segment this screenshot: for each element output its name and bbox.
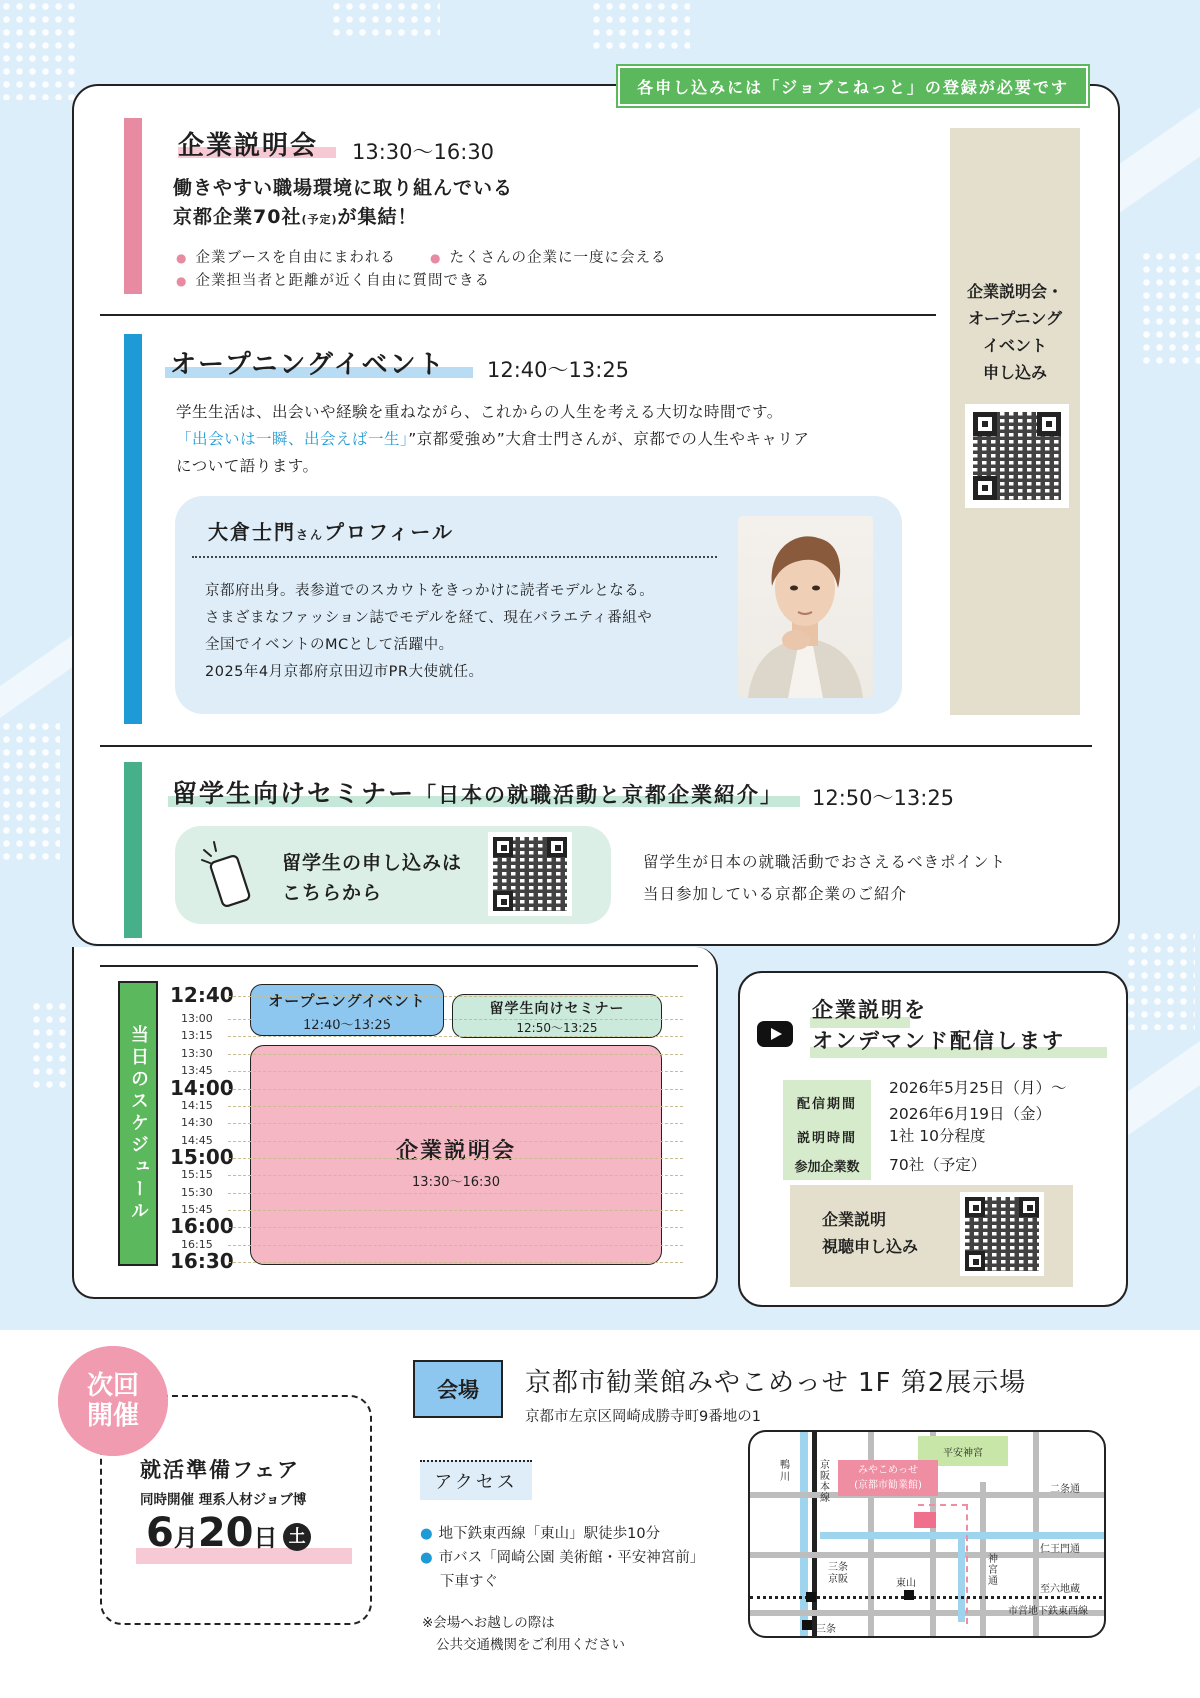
schedule-block-opening: オープニングイベント 12:40〜13:25 — [250, 984, 444, 1036]
bg-dots — [330, 0, 440, 40]
map-station — [806, 1592, 816, 1602]
divider — [100, 965, 698, 967]
map-walk-route — [918, 1504, 968, 1624]
venue-name: 京都市勧業館みやこめっせ 1F 第2展示場 — [525, 1368, 1027, 1398]
timeline-main-label: 15:00 — [170, 1144, 234, 1169]
map-higashiyama: 東山 — [896, 1578, 916, 1589]
bg-dots — [1140, 250, 1200, 370]
schedule-block-seminar: 留学生向けセミナー 12:50〜13:25 — [452, 994, 662, 1038]
map-keihan: 京阪本線 — [820, 1460, 830, 1504]
timeline-gridline — [228, 1227, 683, 1228]
phone-icon — [196, 838, 256, 912]
map-nijo: 二条通 — [1050, 1484, 1080, 1495]
venue-address: 京都市左京区岡崎成勝寺町9番地の1 — [525, 1409, 761, 1425]
video-play-icon — [757, 1021, 793, 1051]
map-jingu: 神宮通 — [988, 1554, 998, 1587]
timeline-gridline — [228, 1262, 683, 1263]
timeline-main-label: 16:30 — [170, 1249, 234, 1273]
timeline-gridline — [228, 1054, 683, 1055]
map-station — [802, 1620, 812, 1630]
company-session-title: 企業説明会 — [178, 131, 319, 161]
timeline-sub-label: 16:15 — [181, 1237, 213, 1251]
timeline-gridline — [228, 1158, 683, 1159]
timeline-sub-label: 15:30 — [181, 1185, 213, 1199]
opening-desc-3: について語ります。 — [176, 457, 319, 475]
venue-label: 会場 — [413, 1360, 503, 1418]
apply-side-label: 企業説明会・ オープニング イベント 申し込み — [966, 282, 1063, 382]
map-niomon: 仁王門通 — [1040, 1544, 1080, 1555]
on-demand-qr-code[interactable] — [960, 1192, 1044, 1276]
next-event-date: 6月20日 土 — [146, 1510, 311, 1556]
bg-dots — [1125, 930, 1195, 1030]
bg-dots — [590, 0, 690, 50]
seminar-apply-text: 留学生の申し込みは こちらから — [282, 852, 463, 904]
timeline-gridline — [228, 1036, 683, 1037]
timeline-main-label: 12:40 — [170, 983, 234, 1007]
company-bullet-2: ● たくさんの企業に一度に会える — [430, 246, 666, 267]
map-miyakomesse: みやこめっせ (京都市勧業館) — [838, 1460, 938, 1496]
next-event-name: 就活準備フェア — [140, 1458, 300, 1482]
timeline-sub-label: 13:30 — [181, 1046, 213, 1060]
map-sanjo-keihan: 三条京阪 — [828, 1562, 848, 1585]
opening-event-title: オープニングイベント — [170, 350, 446, 380]
timeline-gridline — [228, 1123, 683, 1124]
on-demand-apply-text: 企業説明 視聴申し込み — [822, 1210, 919, 1256]
schedule-block-company: 企業説明会 13:30〜16:30 — [250, 1045, 662, 1265]
timeline-sub-label: 14:45 — [181, 1133, 213, 1147]
companies-label: 参加企業数 — [783, 1150, 871, 1180]
next-event-co: 同時開催 理系人材ジョブ博 — [140, 1492, 307, 1508]
timeline-sub-label: 13:45 — [181, 1064, 213, 1078]
profile-text: 京都府出身。表参道でのスカウトをきっかけに読者モデルとなる。 さまざまなファッション誌でモデルを経て、現在バラエティ番組や 全国でイベントのMCとして活躍中。 2025年4月京都府京田辺市PR大使就任。 — [205, 583, 655, 680]
company-bullet-3: ● 企業担当者と距離が近く自由に質問できる — [176, 269, 490, 290]
rail-line — [812, 1432, 817, 1638]
timeline-sub-label: 15:15 — [181, 1168, 213, 1182]
map-sanjo: 三条 — [816, 1624, 836, 1635]
period-value: 2026年5月25日（月）〜 2026年6月19日（金） — [889, 1079, 1067, 1123]
duration-label: 説明時間 — [783, 1121, 871, 1151]
river — [800, 1432, 808, 1638]
section-bar-company — [124, 118, 142, 294]
next-event-badge: 次回 開催 — [58, 1346, 168, 1456]
section-bar-seminar — [124, 762, 142, 938]
profile-divider — [192, 556, 717, 558]
access-map — [748, 1430, 1106, 1638]
bg-dots — [0, 0, 80, 100]
timeline-sub-label: 14:15 — [181, 1098, 213, 1112]
timeline-gridline — [228, 1193, 683, 1194]
company-bullet-1: ● 企業ブースを自由にまわれる — [176, 246, 396, 267]
seminar-title: 留学生向けセミナー「日本の就職活動と京都企業紹介」 — [172, 779, 784, 808]
timeline-sub-label: 13:15 — [181, 1029, 213, 1043]
bg-dots — [0, 720, 60, 860]
timeline-gridline — [228, 1141, 683, 1142]
access-list: ● 地下鉄東西線「東山」駅徒歩10分 ● 市バス「岡崎公園 美術館・平安神宮前」 下車すぐ — [420, 1526, 705, 1590]
timeline-gridline — [228, 1019, 683, 1020]
timeline-sub-label: 15:45 — [181, 1202, 213, 1216]
company-lead-1: 働きやすい職場環境に取り組んでいる — [173, 177, 514, 199]
profile-heading: 大倉士門さんプロフィール — [208, 520, 455, 544]
venue-note: ※会場へお越しの際は 公共交通機関をご利用ください — [422, 1615, 625, 1653]
company-lead-2: 京都企業70社(予定)が集結！ — [173, 206, 418, 228]
map-station — [904, 1590, 914, 1600]
timeline-sub-label: 14:30 — [181, 1116, 213, 1130]
timeline-main-label: 16:00 — [170, 1214, 234, 1239]
seminar-time: 12:50〜13:25 — [812, 786, 955, 810]
opening-desc-1: 学生生活は、出会いや経験を重ねながら、これからの人生を考える大切な時間です。 — [176, 403, 783, 421]
weekday-badge: 土 — [283, 1523, 311, 1551]
map-subway-line — [750, 1596, 1106, 1599]
company-session-time: 13:30〜16:30 — [352, 140, 495, 164]
divider — [100, 314, 936, 316]
apply-qr-code[interactable] — [965, 404, 1069, 508]
schedule-label: 当日のスケジュール — [118, 981, 158, 1266]
period-label: 配信期間 — [783, 1080, 871, 1124]
map-kamogawa: 鴨川 — [780, 1460, 790, 1483]
timeline-gridline — [228, 996, 683, 997]
timeline-sub-label: 13:00 — [181, 1012, 213, 1026]
section-bar-opening — [124, 334, 142, 724]
opening-desc-2: 「出会いは一瞬、出会えば一生」”京都愛強め”大倉士門さんが、京都での人生やキャリア — [176, 430, 810, 448]
map-shiroku: 至六地蔵 — [1040, 1584, 1080, 1595]
registration-note: 各申し込みには「ジョブこねっと」の登録が必要です — [618, 66, 1088, 106]
timeline-main-label: 14:00 — [170, 1075, 234, 1100]
divider — [100, 745, 1092, 747]
timeline-gridline — [228, 1210, 683, 1211]
duration-value: 1社 10分程度 — [889, 1127, 986, 1145]
map-heian: 平安神宮 — [918, 1436, 1008, 1466]
companies-value: 70社（予定） — [889, 1156, 987, 1174]
opening-event-time: 12:40〜13:25 — [487, 358, 630, 382]
profile-photo — [738, 516, 873, 698]
timeline-gridline — [228, 1106, 683, 1107]
timeline-gridline — [228, 1175, 683, 1176]
seminar-qr-code[interactable] — [488, 832, 572, 916]
timeline-gridline — [228, 1245, 683, 1246]
access-label: アクセス — [420, 1460, 532, 1500]
map-tozai: 市営地下鉄東西線 — [1008, 1606, 1088, 1617]
timeline-gridline — [228, 1071, 683, 1072]
on-demand-title: 企業説明を オンデマンド配信します — [812, 998, 1065, 1053]
seminar-desc: 留学生が日本の就職活動でおさえるべきポイント 当日参加している京都企業のご紹介 — [643, 853, 1007, 903]
timeline-gridline — [228, 1089, 683, 1090]
